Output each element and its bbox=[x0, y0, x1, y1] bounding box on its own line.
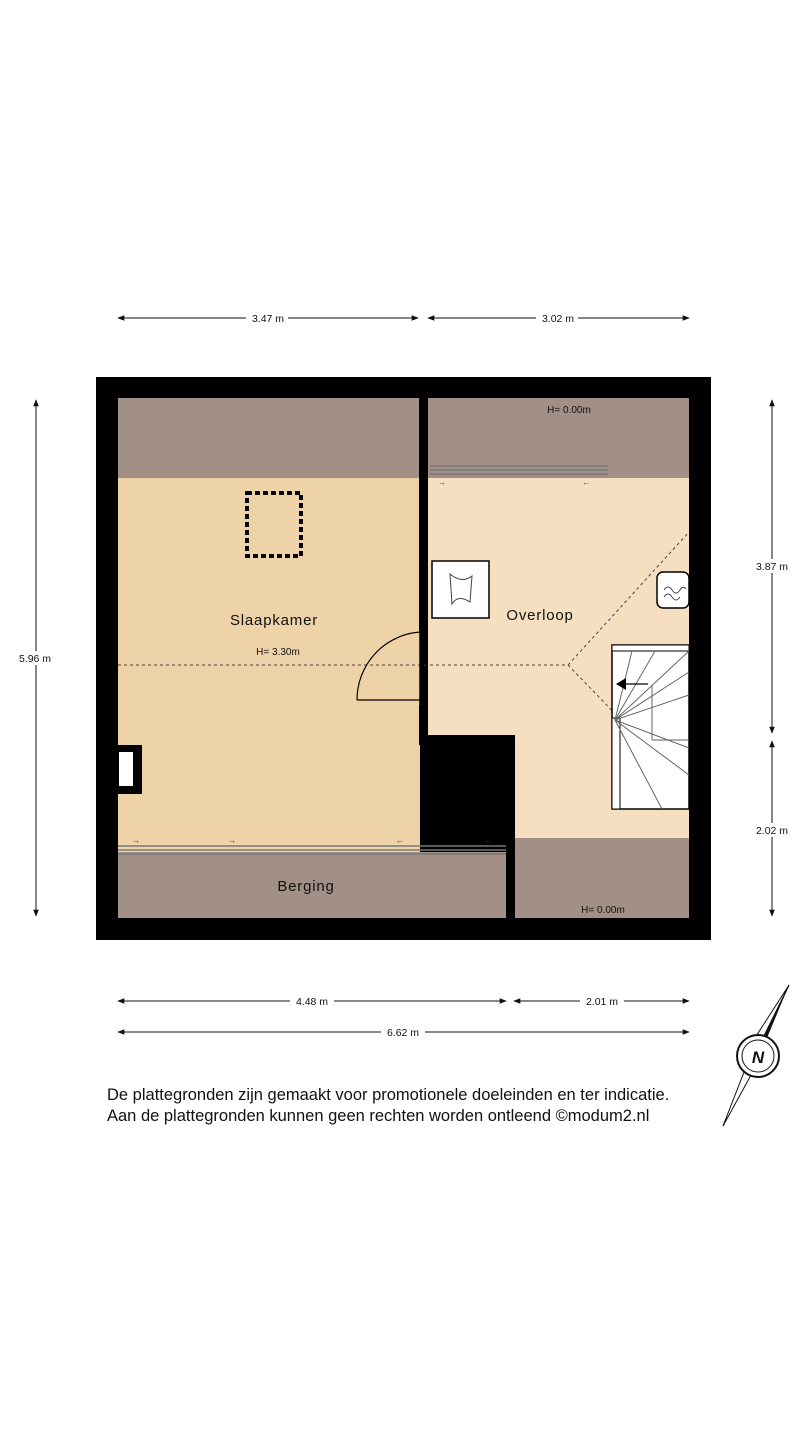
interior-wall-vertical bbox=[419, 398, 428, 630]
dimension-bottom-left: 4.48 m bbox=[295, 996, 329, 1008]
room-label-bedroom: Slaapkamer bbox=[229, 612, 319, 629]
dimension-left-total: 5.96 m bbox=[18, 653, 52, 665]
dimension-bottom-total: 6.62 m bbox=[386, 1027, 420, 1039]
compass-north-label: N bbox=[751, 1048, 765, 1067]
interior-wall-lower-right bbox=[506, 735, 515, 925]
svg-text:←: ← bbox=[484, 836, 492, 845]
svg-text:→: → bbox=[132, 836, 140, 845]
room-label-landing: Overloop bbox=[506, 607, 574, 624]
interior-wall-horizontal bbox=[419, 735, 514, 744]
height-label-bedroom: H= 3.30m bbox=[256, 647, 300, 658]
height-label-bottom-right: H= 0.00m bbox=[581, 905, 625, 916]
dimension-right-upper: 3.87 m bbox=[755, 561, 789, 573]
cabinet-icon bbox=[432, 561, 489, 618]
height-label-top-right: H= 0.00m bbox=[547, 405, 591, 416]
dimension-bottom-right: 2.01 m bbox=[585, 996, 619, 1008]
disclaimer-line-1: De plattegronden zijn gemaakt voor promotionele doeleinden en ter indicatie. bbox=[107, 1086, 670, 1104]
chimney-niche-inner bbox=[119, 752, 133, 786]
disclaimer bbox=[107, 1085, 747, 1127]
svg-text:→: → bbox=[438, 478, 446, 487]
svg-text:←: ← bbox=[582, 478, 590, 487]
boiler-icon bbox=[657, 572, 689, 608]
dimension-right-lower: 2.02 m bbox=[755, 825, 789, 837]
staircase-icon bbox=[612, 645, 689, 809]
disclaimer-line-2: Aan de plattegronden kunnen geen rechten worden ontleend ©modum2.nl bbox=[107, 1107, 650, 1125]
room-label-storage: Berging bbox=[277, 878, 335, 895]
dimension-top-left: 3.47 m bbox=[251, 313, 285, 325]
dimension-top-right: 3.02 m bbox=[541, 313, 575, 325]
bedroom-low-ceiling-zone bbox=[118, 398, 420, 478]
svg-text:←: ← bbox=[396, 836, 404, 845]
svg-text:→: → bbox=[228, 836, 236, 845]
